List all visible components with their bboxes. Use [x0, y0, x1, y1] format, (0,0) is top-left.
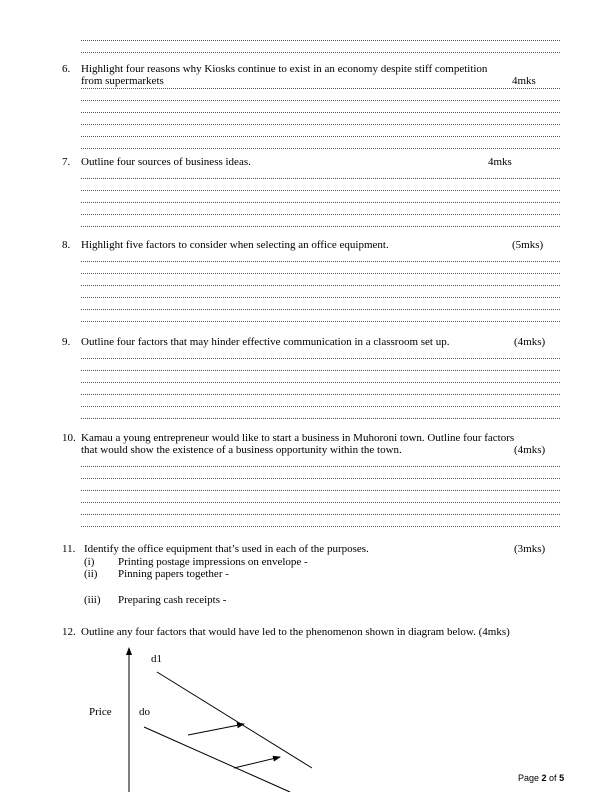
question-marks: (5mks) [512, 239, 544, 251]
question-text: Outline four factors that may hinder effective communication in a classroom set up. [81, 336, 450, 348]
question-text: Outline any four factors that would have led to the phenomenon shown in diagram below. (4mks) [81, 626, 510, 638]
item-text: Pinning papers together - [118, 568, 229, 580]
shift-arrow [234, 757, 280, 768]
question-text: Identify the office equipment that’s used in each of the purposes. [84, 543, 369, 555]
item-numeral: (iii) [84, 594, 101, 606]
demand-curve-d1 [157, 672, 312, 768]
question-text: Highlight four reasons why Kiosks continue to exist in an economy despite stiff competition from supermarkets [81, 63, 488, 87]
question-text: Highlight five factors to consider when selecting an office equipment. [81, 239, 389, 251]
page-of: of [546, 773, 560, 783]
question-number: 10. [62, 432, 76, 444]
item-numeral: (i) [84, 556, 95, 568]
page-total: 5 [559, 773, 565, 783]
item-text: Preparing cash receipts - [118, 594, 227, 606]
question-text: Outline four sources of business ideas. [81, 156, 251, 168]
question-marks: (3mks) [514, 543, 546, 555]
question-marks: (4mks) [514, 336, 546, 348]
shift-arrow [188, 724, 244, 735]
curve-label-do: do [139, 706, 150, 718]
question-text-line-1: Kamau a young entrepreneur would like to start a business in Muhoroni town. Outline four factors [81, 432, 515, 444]
item-text: Printing postage impressions on envelope - [118, 556, 308, 568]
question-marks: 4mks [512, 75, 536, 87]
question-text-line-2: that would show the existence of a business opportunity within the town. [81, 444, 402, 456]
page-prefix: Page [518, 773, 542, 783]
question-number: 6. [62, 63, 71, 75]
question-marks: 4mks [488, 156, 512, 168]
question-number: 8. [62, 239, 71, 251]
question-marks: (4mks) [514, 444, 546, 456]
question-number: 9. [62, 336, 71, 348]
question-number: 7. [62, 156, 71, 168]
y-axis-label: Price [89, 706, 112, 718]
item-numeral: (ii) [84, 568, 98, 580]
curve-label-d1: d1 [151, 653, 162, 665]
page-number: 2 [541, 773, 547, 783]
question-number: 11. [62, 543, 76, 555]
page-footer [518, 773, 564, 783]
question-number: 12. [62, 626, 76, 638]
